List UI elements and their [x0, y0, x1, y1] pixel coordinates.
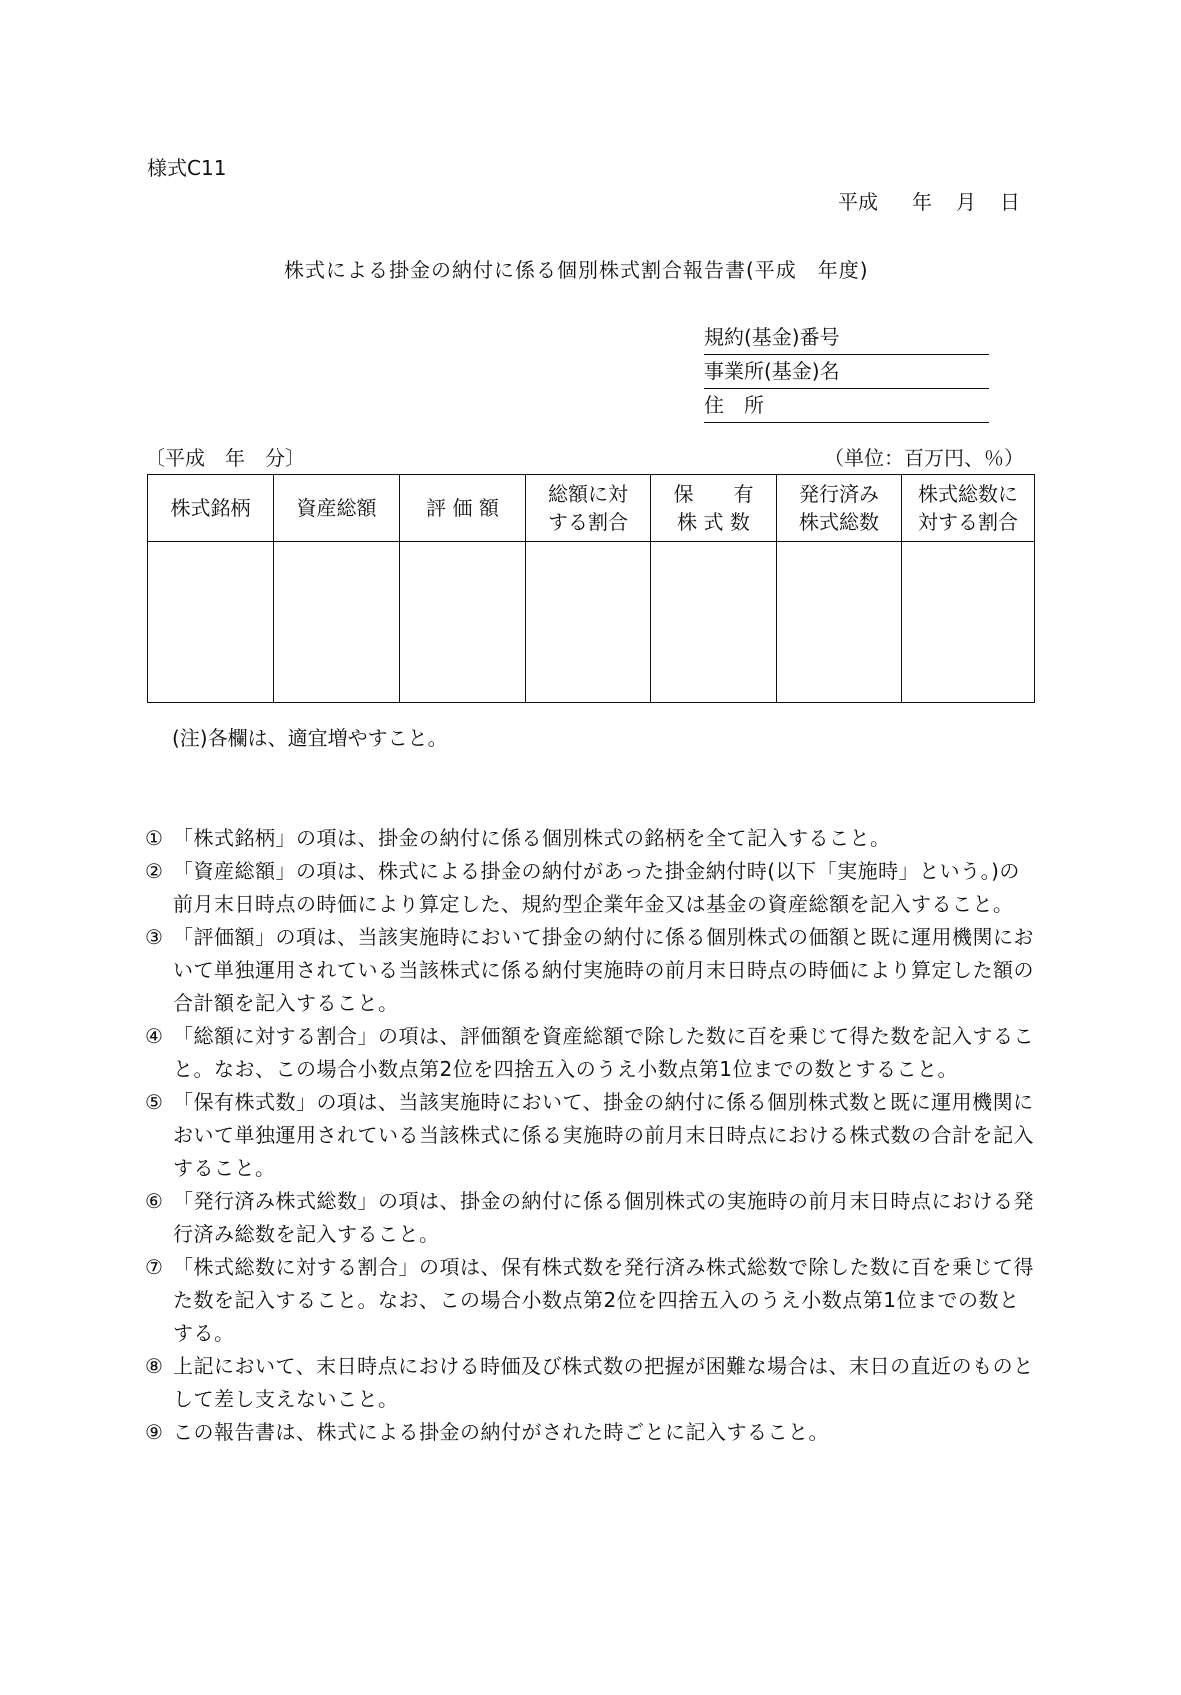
- table-header-row: [148, 475, 1035, 542]
- list-item: [145, 1020, 1035, 1086]
- item-number: ⑦: [145, 1255, 163, 1279]
- date-day-unit: 日: [1000, 190, 1020, 214]
- field-label: 規約(基金)番号: [704, 325, 840, 349]
- item-text: 「総額に対する割合」の項は、評価額を資産総額で除した数に百を乗じて得た数を記入すること。なお、この場合小数点第2位を四捨五入のうえ小数点第1位までの数とすること。: [173, 1024, 1034, 1081]
- cell-total-assets[interactable]: [274, 542, 400, 703]
- period-label: 〔平成 年 分〕: [145, 446, 305, 470]
- item-number: ④: [145, 1024, 163, 1048]
- cell-valuation[interactable]: [400, 542, 526, 703]
- list-item: [145, 1086, 1035, 1185]
- header-ratio-to-shares: 株式総数に 対する割合: [902, 475, 1035, 542]
- item-number: ②: [145, 859, 163, 883]
- list-item: [145, 855, 1035, 921]
- date-line: [838, 186, 1020, 215]
- field-address[interactable]: [704, 390, 989, 423]
- list-item: [145, 822, 1035, 855]
- item-text: 上記において、末日時点における時価及び株式数の把握が困難な場合は、末日の直近のものとして差し支えないこと。: [173, 1354, 1034, 1411]
- item-text: 「保有株式数」の項は、当該実施時において、掛金の納付に係る個別株式数と既に運用機関において単独運用されている当該株式に係る実施時の前月末日時点における株式数の合計を記入すること。: [173, 1090, 1034, 1180]
- table-note: (注)各欄は、適宜増やすこと。: [172, 726, 448, 750]
- unit-label: （単位：百万円、％）: [824, 446, 1024, 470]
- item-text: 「株式銘柄」の項は、掛金の納付に係る個別株式の銘柄を全て記入すること。: [173, 826, 891, 850]
- instruction-list: [145, 822, 1035, 1449]
- list-item: [145, 1350, 1035, 1416]
- field-office-name[interactable]: [704, 356, 989, 389]
- list-item: [145, 1251, 1035, 1350]
- cell-stock-name[interactable]: [148, 542, 274, 703]
- item-text: 「資産総額」の項は、株式による掛金の納付があった掛金納付時(以下「実施時」という。)の前月末日時点の時価により算定した、規約型企業年金又は基金の資産総額を記入すること。: [173, 859, 1020, 916]
- header-total-assets: 資産総額: [274, 475, 400, 542]
- item-number: ⑨: [145, 1420, 163, 1444]
- header-valuation: 評 価 額: [400, 475, 526, 542]
- cell-ratio-to-total[interactable]: [526, 542, 651, 703]
- item-number: ⑧: [145, 1354, 163, 1378]
- field-plan-number[interactable]: [704, 322, 989, 355]
- list-item: [145, 1416, 1035, 1449]
- item-text: 「評価額」の項は、当該実施時において掛金の納付に係る個別株式の価額と既に運用機関において単独運用されている当該株式に係る納付実施時の前月末日時点の時価により算定した額の合計額を記入すること。: [173, 925, 1034, 1015]
- field-label: 住 所: [704, 393, 764, 417]
- date-month-unit: 月: [956, 190, 976, 214]
- item-text: この報告書は、株式による掛金の納付がされた時ごとに記入すること。: [173, 1420, 829, 1444]
- field-label: 事業所(基金)名: [704, 359, 840, 383]
- item-number: ⑤: [145, 1090, 163, 1114]
- report-table: [147, 474, 1035, 703]
- header-stock-name: 株式銘柄: [148, 475, 274, 542]
- date-year-unit: 年: [912, 190, 932, 214]
- item-number: ①: [145, 826, 163, 850]
- cell-shares-held[interactable]: [651, 542, 777, 703]
- item-number: ⑥: [145, 1189, 163, 1213]
- header-shares-issued: 発行済み 株式総数: [777, 475, 902, 542]
- list-item: [145, 921, 1035, 1020]
- header-shares-held: 保 有 株 式 数: [651, 475, 777, 542]
- item-text: 「発行済み株式総数」の項は、掛金の納付に係る個別株式の実施時の前月末日時点における発行済み総数を記入すること。: [173, 1189, 1034, 1246]
- item-number: ③: [145, 925, 163, 949]
- page-title: 株式による掛金の納付に係る個別株式割合報告書(平成 年度): [284, 258, 869, 282]
- list-item: [145, 1185, 1035, 1251]
- form-number: 様式C11: [147, 156, 227, 180]
- header-ratio-to-total: 総額に対 する割合: [526, 475, 651, 542]
- table-row: [148, 542, 1035, 703]
- cell-shares-issued[interactable]: [777, 542, 902, 703]
- item-text: 「株式総数に対する割合」の項は、保有株式数を発行済み株式総数で除した数に百を乗じて得た数を記入すること。なお、この場合小数点第2位を四捨五入のうえ小数点第1位までの数とする。: [173, 1255, 1034, 1345]
- date-era: 平成: [838, 190, 878, 214]
- cell-ratio-to-shares[interactable]: [902, 542, 1035, 703]
